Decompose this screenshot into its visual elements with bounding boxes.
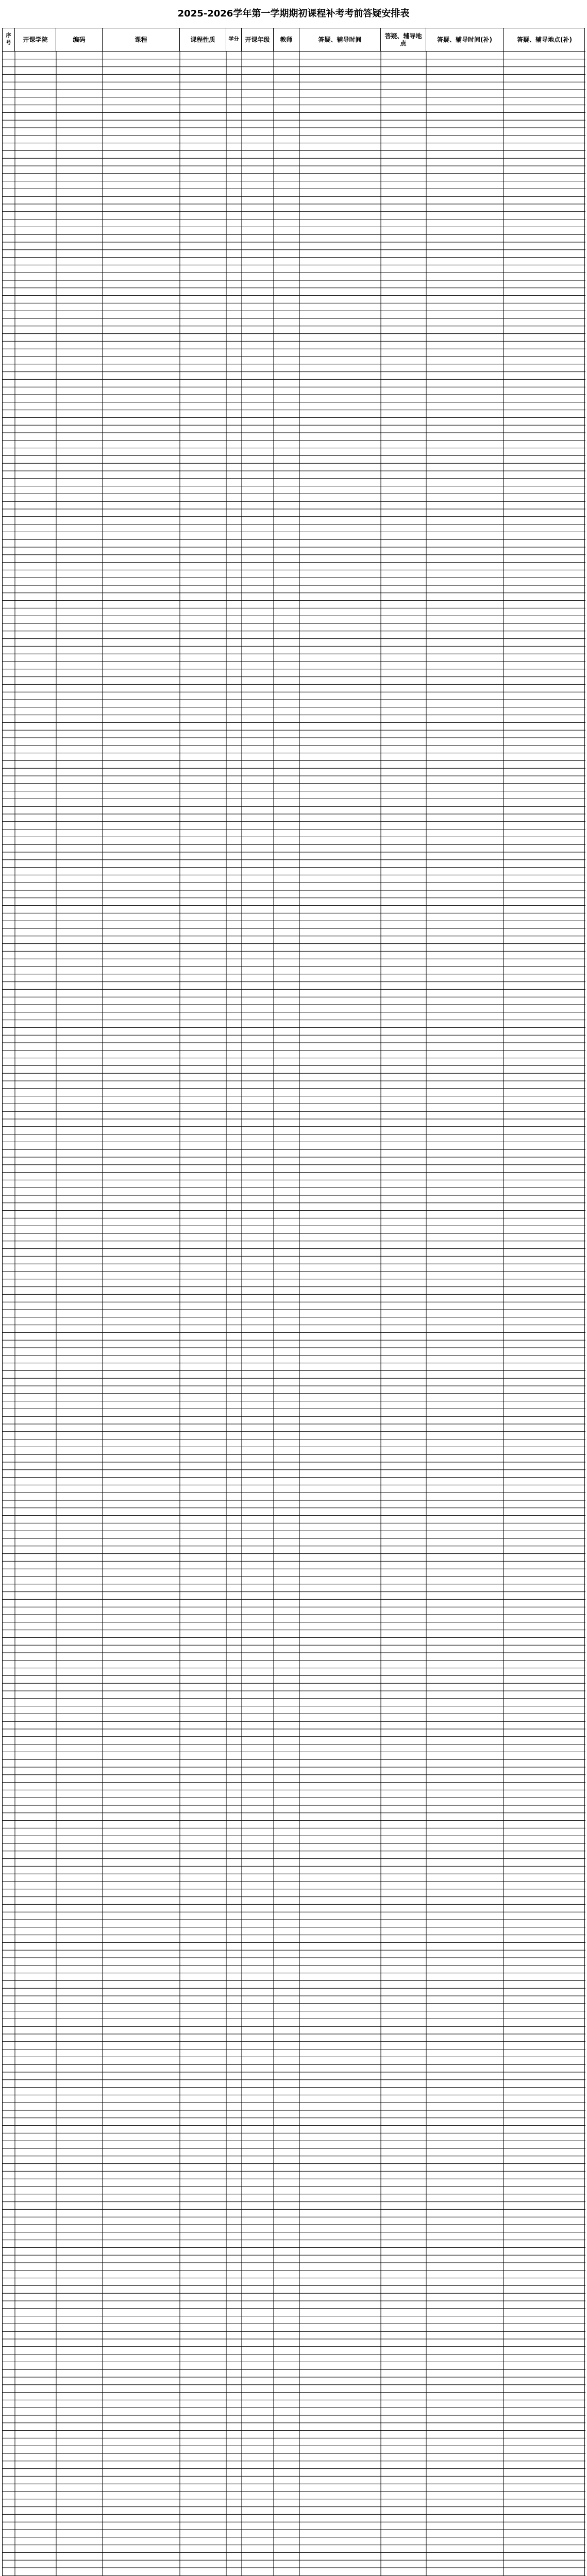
column-header: 答疑、辅导时间 (299, 28, 381, 51)
column-header: 课程性质 (180, 28, 226, 51)
table-grid (3, 52, 585, 2576)
column-header: 开课年级 (242, 28, 274, 51)
column-header: 课程 (103, 28, 180, 51)
column-header: 答疑、辅导地点 (381, 28, 426, 51)
column-header: 答疑、辅导地点(补) (517, 36, 572, 43)
column-header: 开课学院 (15, 28, 56, 51)
column-header: 序号 (3, 28, 15, 51)
column-header: 编码 (56, 28, 103, 51)
column-header: 教师 (274, 28, 299, 51)
table-header (3, 28, 585, 52)
page-title: 2025-2026学年第一学期期初课程补考考前答疑安排表 (177, 8, 410, 19)
column-header: 学分 (226, 28, 242, 51)
column-header: 答疑、辅导时间(补) (426, 28, 504, 51)
schedule-table (2, 28, 585, 2576)
